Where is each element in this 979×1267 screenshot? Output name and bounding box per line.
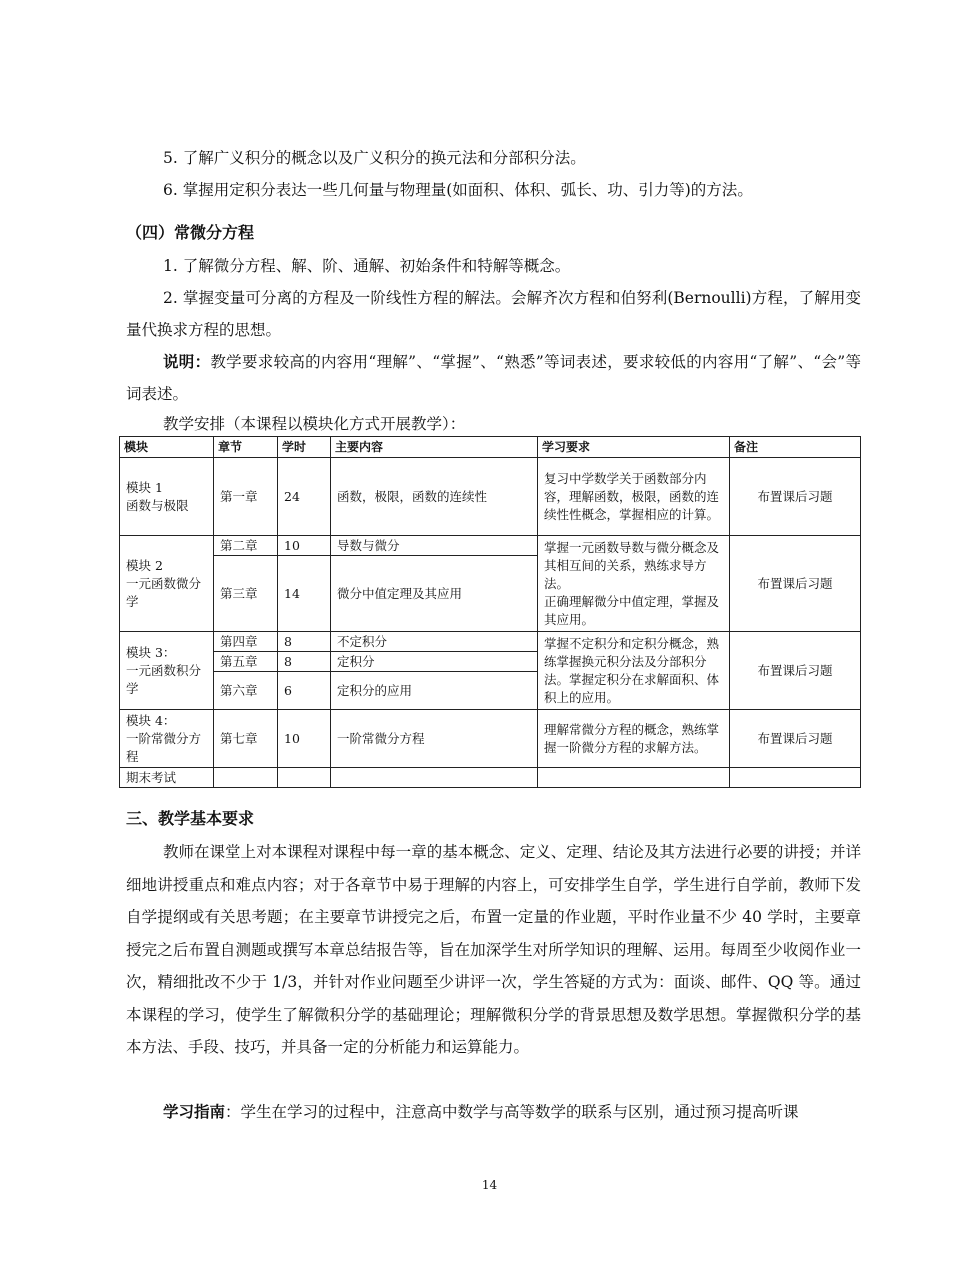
study-guide-text: ：学生在学习的过程中，注意高中数学与高等数学的联系与区别，通过预习提高听课 — [225, 1103, 799, 1121]
remark-cell: 布置课后习题 — [730, 536, 861, 632]
item-4-1: 1. 了解微分方程、解、阶、通解、初始条件和特解等概念。 — [163, 257, 571, 275]
content-cell: 函数，极限，函数的连续性 — [331, 458, 538, 536]
table-row — [120, 632, 861, 652]
content-cell: 导数与微分 — [331, 536, 538, 556]
empty-cell — [278, 768, 331, 788]
hours-cell: 10 — [278, 536, 331, 556]
module-cell: 模块 4： 一阶常微分方程 — [120, 710, 214, 768]
table-header-row — [120, 437, 861, 458]
remark-cell: 布置课后习题 — [730, 710, 861, 768]
requirement-cell: 理解常微分方程的概念，熟练掌握一阶微分方程的求解方法。 — [538, 710, 730, 768]
content-cell: 定积分 — [331, 652, 538, 672]
header-hours: 学时 — [278, 437, 331, 458]
empty-cell — [538, 768, 730, 788]
remark-cell: 布置课后习题 — [730, 458, 861, 536]
module-cell: 模块 1 函数与极限 — [120, 458, 214, 536]
requirement-cell: 掌握一元函数导数与微分概念及其相互间的关系，熟练求导方法。 正确理解微分中值定理，掌握及其应用。 — [538, 536, 730, 632]
header-requirement: 学习要求 — [538, 437, 730, 458]
chapter-cell: 第二章 — [214, 536, 278, 556]
table-caption: 教学安排（本课程以模块化方式开展教学）： — [163, 415, 466, 433]
header-module: 模块 — [120, 437, 214, 458]
empty-cell — [730, 768, 861, 788]
requirement-cell: 掌握不定积分和定积分概念，熟练掌握换元积分法及分部积分法。掌握定积分在求解面积、体积上的应用。 — [538, 632, 730, 710]
hours-cell: 8 — [278, 652, 331, 672]
header-remark: 备注 — [730, 437, 861, 458]
content-cell: 定积分的应用 — [331, 672, 538, 710]
final-exam-cell: 期末考试 — [120, 768, 214, 788]
table-row — [120, 710, 861, 768]
note-text: 教学要求较高的内容用“理解”、“掌握”、“熟悉”等词表述，要求较低的内容用“了解”、“会”等词表述。 — [126, 353, 861, 403]
header-chapter: 章节 — [214, 437, 278, 458]
content-cell: 微分中值定理及其应用 — [331, 556, 538, 632]
module-cell: 模块 2 一元函数微分学 — [120, 536, 214, 632]
item-4-2: 2. 掌握变量可分离的方程及一阶线性方程的解法。会解齐次方程和伯努利(Bernoulli)方程，了解用变量代换求方程的思想。 — [126, 289, 861, 339]
chapter-cell: 第五章 — [214, 652, 278, 672]
chapter-cell: 第一章 — [214, 458, 278, 536]
remark-cell: 布置课后习题 — [730, 632, 861, 710]
section-3-title: 三、教学基本要求 — [126, 809, 255, 828]
study-guide-label: 学习指南 — [163, 1103, 226, 1121]
empty-cell — [331, 768, 538, 788]
study-guide-paragraph — [126, 1096, 861, 1128]
hours-cell: 8 — [278, 632, 331, 652]
content-cell: 不定积分 — [331, 632, 538, 652]
item-5: 5. 了解广义积分的概念以及广义积分的换元法和分部积分法。 — [163, 149, 586, 167]
requirement-cell: 复习中学数学关于函数部分内容，理解函数，极限，函数的连续性性概念，掌握相应的计算。 — [538, 458, 730, 536]
chapter-cell: 第三章 — [214, 556, 278, 632]
table-row — [120, 768, 861, 788]
chapter-cell: 第四章 — [214, 632, 278, 652]
schedule-table — [119, 436, 861, 788]
module-cell: 模块 3： 一元函数积分学 — [120, 632, 214, 710]
table-row — [120, 536, 861, 556]
note-paragraph — [126, 346, 861, 410]
hours-cell: 6 — [278, 672, 331, 710]
item-6: 6. 掌握用定积分表达一些几何量与物理量(如面积、体积、弧长、功、引力等)的方法。 — [163, 181, 753, 199]
section-4-title: （四）常微分方程 — [126, 223, 255, 242]
hours-cell: 14 — [278, 556, 331, 632]
content-cell: 一阶常微分方程 — [331, 710, 538, 768]
note-label: 说明： — [163, 353, 211, 371]
section-3-body: 教师在课堂上对本课程对课程中每一章的基本概念、定义、定理、结论及其方法进行必要的讲授；并详细地讲授重点和难点内容；对于各章节中易于理解的内容上，可安排学生自学，学生进行自学前，教师下发自学提纲或有关思考题；在主要章节讲授完之后，布置一定量的作业题，平时作业量不少 40 学时，主要章授完之后布置自测题或撰写本章总结报告等，旨在加深学生对所学知识的理解、运用。每周至少收阅作业一次，精细批改不少于 1/3，并针对作业问题至少讲评一次，学生答疑的方式为：面谈、邮件、QQ 等。通过本课程的学习，使学生了解微积分学的基础理论；理解微积分学的背景思想及数学思想。掌握微积分学的基本方法、手段、技巧，并具备一定的分析能力和运算能力。 — [126, 843, 861, 1056]
chapter-cell: 第七章 — [214, 710, 278, 768]
header-content: 主要内容 — [331, 437, 538, 458]
hours-cell: 24 — [278, 458, 331, 536]
hours-cell: 10 — [278, 710, 331, 768]
page-number: 14 — [481, 1178, 498, 1192]
table-row — [120, 458, 861, 536]
chapter-cell: 第六章 — [214, 672, 278, 710]
empty-cell — [214, 768, 278, 788]
